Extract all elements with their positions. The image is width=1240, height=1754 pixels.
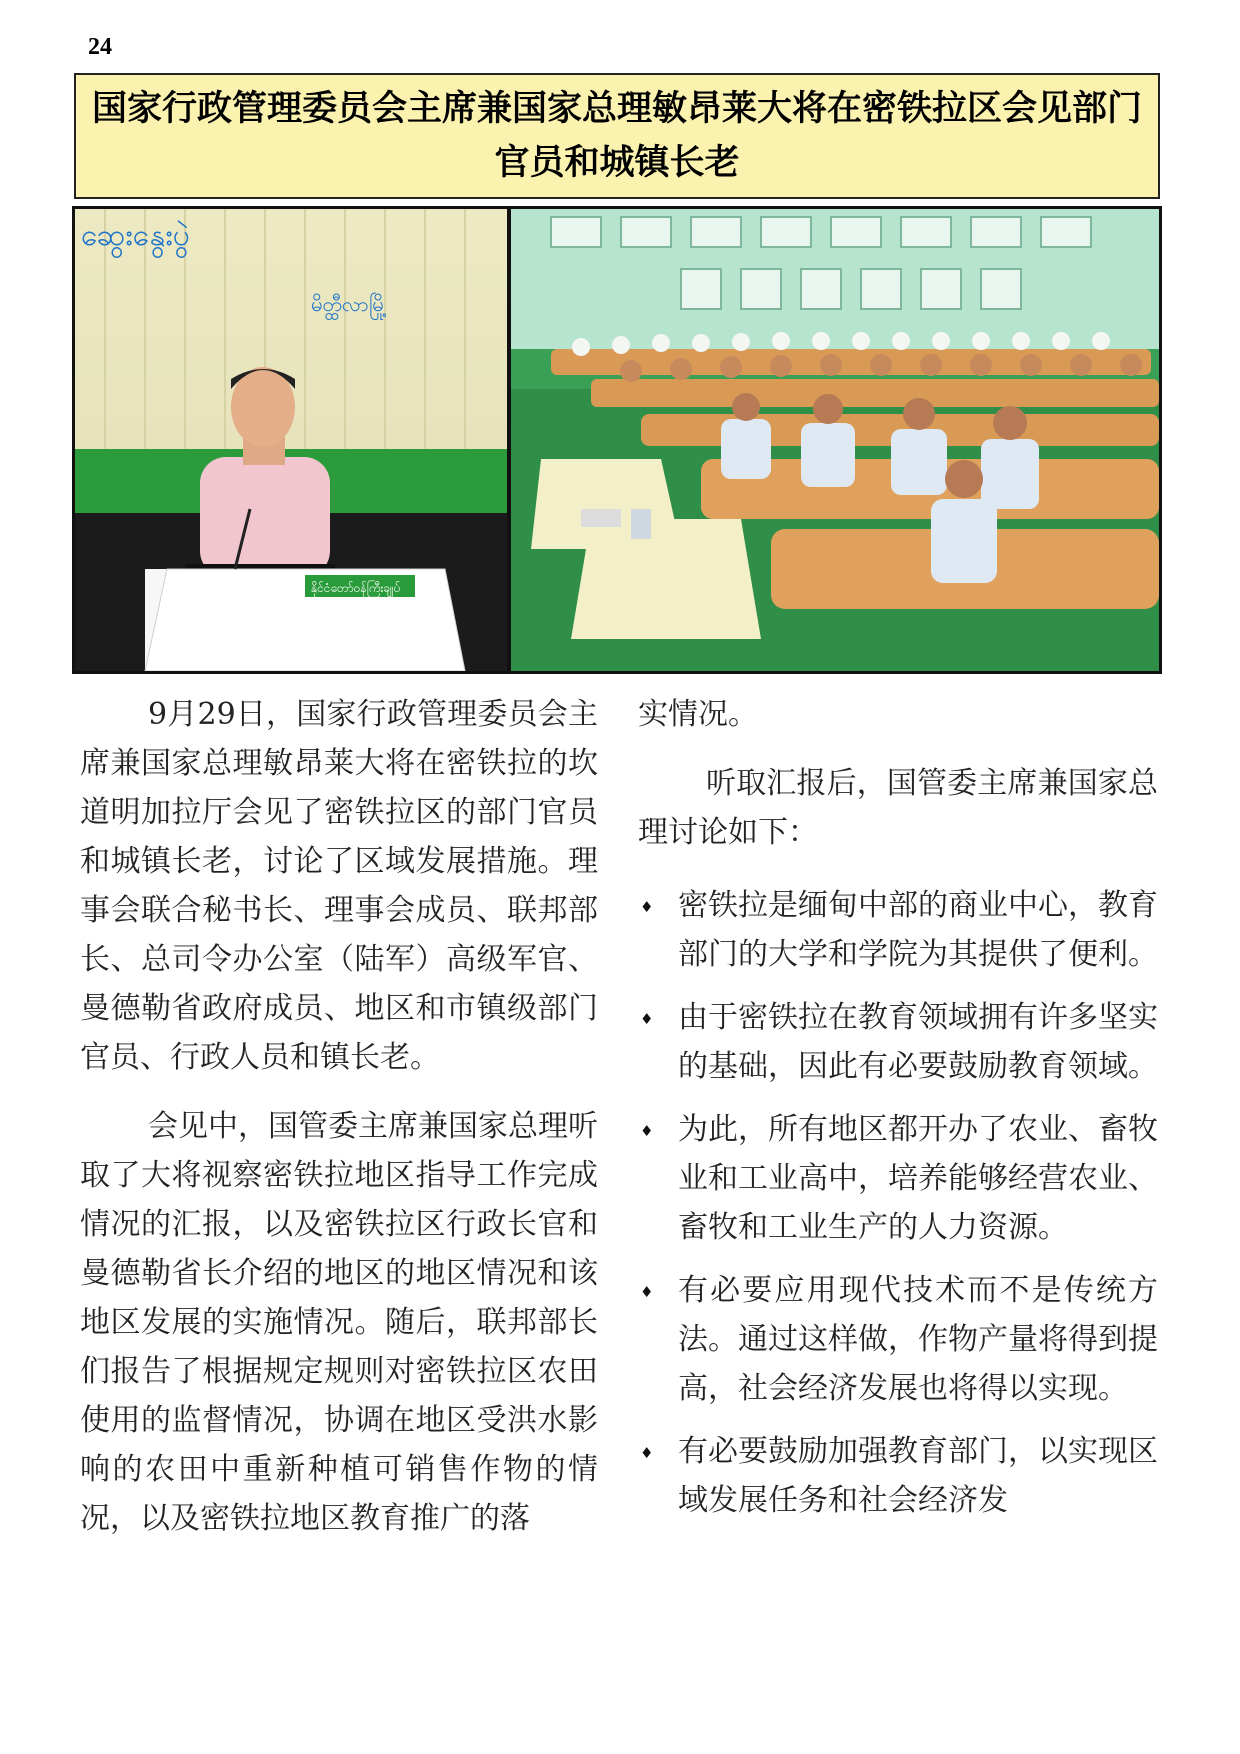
- photo-speaker: [75, 209, 507, 671]
- article-paragraph-1: 9月29日，国家行政管理委员会主席兼国家总理敏昂莱大将在密铁拉的坎道明加拉厅会见了密铁拉区的部门官员和城镇长老，讨论了区域发展措施。理事会联合秘书长、理事会成员、联邦部长、总司令办公室（陆军）高级军官、曼德勒省政府成员、地区和市镇级部门官员、行政人员和镇长老。: [80, 697, 598, 1075]
- diamond-bullet-icon: ♦: [640, 1122, 654, 1140]
- list-item: [638, 881, 1158, 979]
- bullet-text: 有必要应用现代技术而不是传统方法。通过这样做，作物产量将得到提高，社会经济发展也将得以实现。: [678, 1273, 1158, 1406]
- page-number: 24: [88, 34, 112, 60]
- discussion-points: [638, 881, 1158, 1525]
- banner-title: ဆွေးနွေးပွဲ: [81, 218, 190, 253]
- news-photo: [72, 206, 1162, 674]
- headline-title: 国家行政管理委员会主席兼国家总理敏昂莱大将在密铁拉区会见部门官员和城镇长老: [91, 89, 1142, 183]
- list-item: [638, 1427, 1158, 1525]
- discussion-intro: 听取汇报后，国管委主席兼国家总理讨论如下：: [638, 766, 1158, 850]
- list-item: [638, 993, 1158, 1091]
- diamond-bullet-icon: ♦: [640, 1283, 654, 1301]
- diamond-bullet-icon: ♦: [640, 1444, 654, 1462]
- list-item: [638, 1266, 1158, 1413]
- list-item: [638, 1105, 1158, 1252]
- bullet-text: 密铁拉是缅甸中部的商业中心，教育部门的大学和学院为其提供了便利。: [678, 888, 1158, 972]
- diamond-bullet-icon: ♦: [640, 898, 654, 916]
- headline-box: [74, 73, 1160, 199]
- bullet-text: 为此，所有地区都开办了农业、畜牧业和工业高中，培养能够经营农业、畜牧和工业生产的人力资源。: [678, 1112, 1158, 1245]
- bullet-text: 由于密铁拉在教育领域拥有许多坚实的基础，因此有必要鼓励教育领域。: [678, 1000, 1158, 1084]
- article-right-column: [638, 690, 1158, 1539]
- article-left-column: [80, 690, 598, 1543]
- diamond-bullet-icon: ♦: [640, 1010, 654, 1028]
- banner-place: မိတ္ထီလာမြို့: [311, 292, 387, 316]
- nameplate-text: နိုင်ငံတော်ဝန်ကြီးချုပ်: [311, 581, 401, 595]
- bullet-text: 有必要鼓励加强教育部门，以实现区域发展任务和社会经济发: [678, 1434, 1158, 1518]
- article-paragraph-2: 会见中，国管委主席兼国家总理听取了大将视察密铁拉地区指导工作完成情况的汇报，以及密铁拉区行政长官和曼德勒省长介绍的地区的地区情况和该地区发展的实施情况。随后，联邦部长们报告了根据规定规则对密铁拉区农田使用的监督情况，协调在地区受洪水影响的农田中重新种植可销售作物的情况，以及密铁拉地区教育推广的落: [80, 1109, 598, 1536]
- article-continuation: 实情况。: [638, 697, 758, 732]
- photo-audience: [511, 209, 1159, 671]
